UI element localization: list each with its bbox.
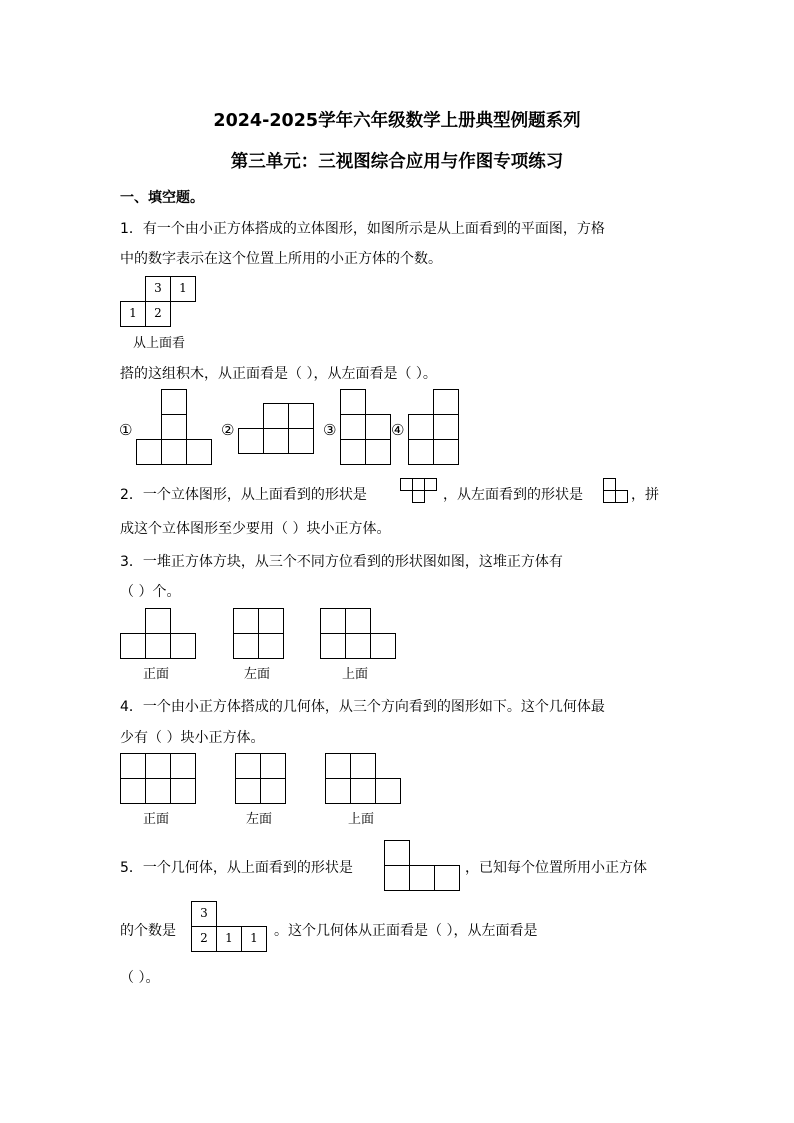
q3-caption-left: 左面 <box>244 667 271 682</box>
q3-left-view <box>233 608 288 660</box>
option-4-figure <box>408 389 463 469</box>
q2-left-view-shape <box>603 478 631 504</box>
grid-number: 1 <box>250 931 258 945</box>
q3-line1: 3．一堆正方体方块，从三个不同方位看到的形状图如图，这堆正方体有 <box>120 554 563 570</box>
q5-text-part1: 5．一个几何体，从上面看到的形状是 <box>120 860 353 876</box>
q4-left-view <box>235 753 290 805</box>
section-heading: 一、填空题。 <box>120 190 204 206</box>
q2-top-view-shape <box>400 478 440 504</box>
option-2-figure <box>238 403 318 458</box>
q2-text-part3: ，拼 <box>631 487 659 503</box>
q2-text-part1: 2．一个立体图形，从上面看到的形状是 <box>120 487 367 503</box>
option-1-figure <box>136 389 216 469</box>
q4-caption-top: 上面 <box>348 812 375 827</box>
q1-question: 搭的这组积木，从正面看是（ ），从左面看是（ ）。 <box>120 366 437 382</box>
q3-front-view <box>120 608 200 660</box>
grid-number: 3 <box>154 281 162 295</box>
q4-line1: 4．一个由小正方体搭成的几何体，从三个方向看到的图形如下。这个几何体最 <box>120 699 605 715</box>
option-2-marker: ② <box>221 421 235 439</box>
q5-text-part3: 的个数是 <box>120 923 176 939</box>
q3-line2: （ ）个。 <box>120 584 181 600</box>
grid-number: 1 <box>225 931 233 945</box>
q2-line2: 成这个立体图形至少要用（ ）块小正方体。 <box>120 521 391 537</box>
q1-grid-caption: 从上面看 <box>133 336 186 351</box>
q5-line3: （ ）。 <box>120 970 160 986</box>
grid-number: 1 <box>129 306 137 320</box>
grid-number: 1 <box>179 281 187 295</box>
q5-top-view-shape <box>384 840 464 892</box>
q5-count-grid <box>191 901 271 953</box>
page-title: 2024-2025学年六年级数学上册典型例题系列 <box>213 111 581 131</box>
q1-top-view-grid <box>120 276 200 328</box>
q4-caption-left: 左面 <box>246 812 273 827</box>
grid-number: 2 <box>154 306 162 320</box>
q1-line2: 中的数字表示在这个位置上所用的小正方体的个数。 <box>120 251 442 267</box>
q1-line1: 1．有一个由小正方体搭成的立体图形，如图所示是从上面看到的平面图，方格 <box>120 221 605 237</box>
q4-front-view <box>120 753 200 805</box>
option-1-marker: ① <box>119 421 133 439</box>
grid-number: 2 <box>200 931 208 945</box>
q5-text-part2: ，已知每个位置所用小正方体 <box>465 860 647 876</box>
q3-caption-top: 上面 <box>342 667 369 682</box>
q3-caption-front: 正面 <box>143 667 170 682</box>
q4-top-view <box>325 753 405 805</box>
grid-number: 3 <box>200 906 208 920</box>
q2-text-part2: ，从左面看到的形状是 <box>443 487 583 503</box>
q5-text-part4: 。这个几何体从正面看是（ ），从左面看是 <box>274 923 538 939</box>
option-3-figure <box>340 389 395 469</box>
q4-line2: 少有（ ）块小正方体。 <box>120 730 265 746</box>
q3-top-view <box>320 608 400 660</box>
page-subtitle: 第三单元：三视图综合应用与作图专项练习 <box>230 152 564 172</box>
option-3-marker: ③ <box>323 421 337 439</box>
option-4-marker: ④ <box>391 421 405 439</box>
q4-caption-front: 正面 <box>143 812 170 827</box>
